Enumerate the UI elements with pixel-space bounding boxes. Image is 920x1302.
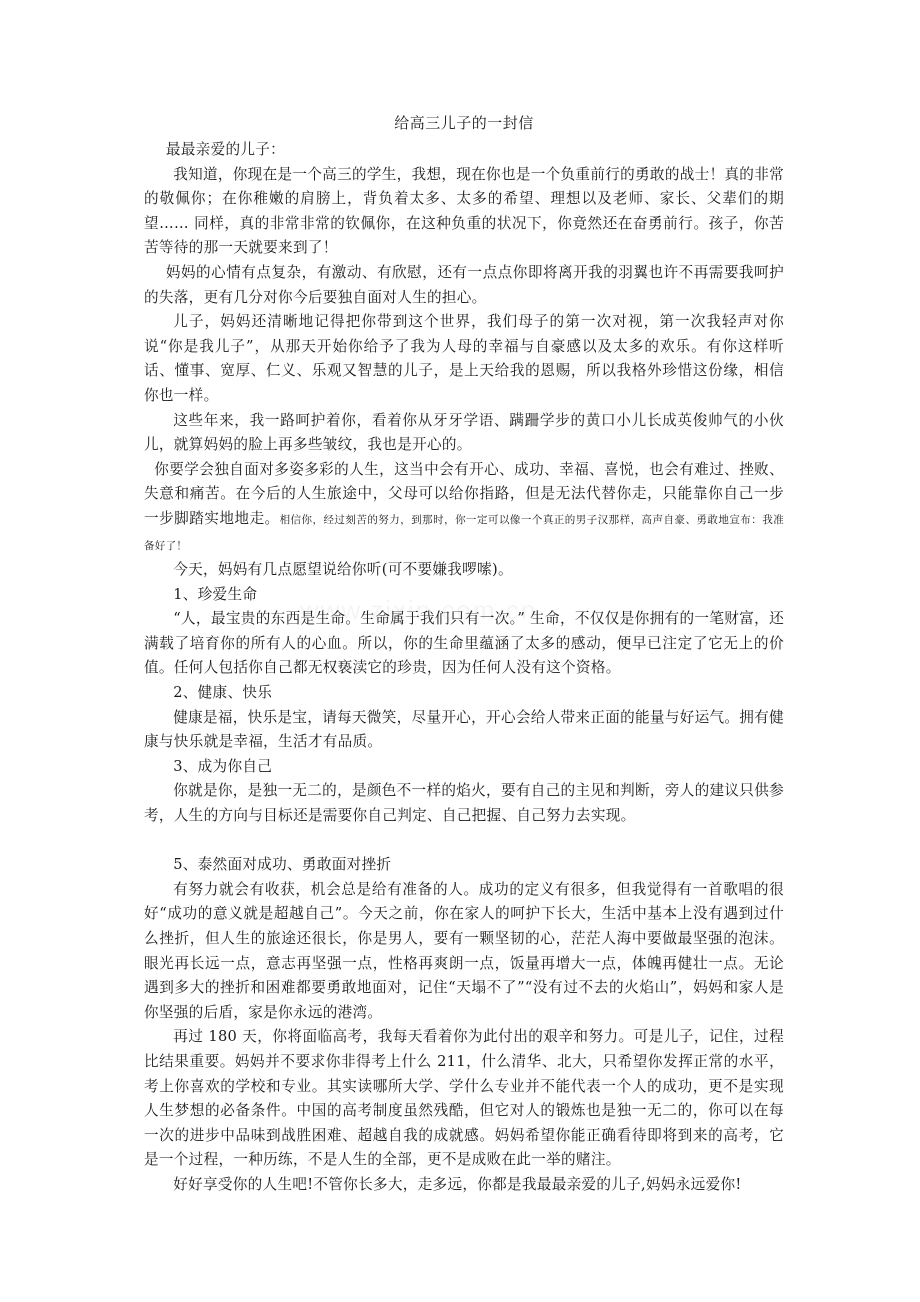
heading-1: 1、珍爱生命 (173, 585, 258, 603)
heading-3: 3、成为你自己 (173, 757, 273, 775)
letter-greeting: 最最亲爱的儿子： (165, 141, 286, 158)
blank-line (144, 829, 784, 854)
paragraph-12: 好好享受你的人生吧!不管你长多大，走多远，你都是我最最亲爱的儿子,妈妈永远爱你! (173, 1175, 742, 1193)
letter-title: 给高三儿子的一封信 (394, 114, 534, 132)
paragraph-4: 这些年来，我一路呵护着你，看着你从牙牙学语、蹒跚学步的黄口小儿长成英俊帅气的小伙儿，就算妈妈的脸上再多些皱纹，我也是开心的。 (144, 411, 784, 454)
heading-5: 5、泰然面对成功、勇敢面对挫折 (173, 856, 392, 874)
letter-document (144, 112, 784, 1198)
paragraph-3: 儿子，妈妈还清晰地记得把你带到这个世界，我们母子的第一次对视，第一次我轻声对你说“你是我儿子”，从那天开始你给予了我为人母的幸福与自豪感以及太多的欢乐。有你这样听话、懂事、宽厚、仁义、乐观又智慧的儿子，是上天给我的恩赐，所以我格外珍惜这份缘，相信你也一样。 (144, 313, 784, 404)
paragraph-2: 妈妈的心情有点复杂，有激动、有欣慰，还有一点点你即将离开我的羽翼也许不再需要我呵护的失落，更有几分对你今后要独自面对人生的担心。 (144, 263, 784, 306)
paragraph-10: 有努力就会有收获，机会总是给有准备的人。成功的定义有很多，但我觉得有一首歌唱的很好“成功的意义就是超越自己”。今天之前，你在家人的呵护下长大，生活中基本上没有遇到过什么挫折，但人生的旅途还很长，你是男人，要有一颗坚韧的心，茫茫人海中要做最坚强的泡沫。眼光再长远一点，意志再坚强一点，性格再爽朗一点，饭量再增大一点，体魄再健壮一点。无论遇到多大的挫折和困难都要勇敢地面对，记住“天塌不了”“没有过不去的火焰山”，妈妈和家人是你坚强的后盾，家是你永远的港湾。 (144, 880, 784, 1021)
paragraph-5-main: 你要学会独自面对多姿多彩的人生，这当中会有开心、成功、幸福、喜悦，也会有难过、挫败、失意和痛苦。在今后的人生旅途中，父母可以给你指路，但是无法代替你走，只能靠你自己一步一步脚踏实地地走。 (144, 460, 784, 527)
paragraph-5-small: 相信你，经过刻苦的努力，到那时，你一定可以像一个真正的男子汉那样，高声自豪、勇敢地宣布：我准备好了！ (144, 513, 784, 552)
paragraph-1: 我知道，你现在是一个高三的学生，我想，现在你也是一个负重前行的勇敢的战士！真的非常的敬佩你；在你稚嫩的肩膀上，背负着太多、太多的希望、理想以及老师、家长、父辈们的期望…… 同样，真的非常非常的钦佩你，在这种负重的状况下，你竟然还在奋勇前行。孩子，你苦苦等待的那一天就要来到了！ (144, 165, 784, 257)
paragraph-5 (144, 458, 784, 558)
paragraph-7: “人，最宝贵的东西是生命。生命属于我们只有一次。” 生命，不仅仅是你拥有的一笔财富，还满载了培育你的所有人的心血。所以，你的生命里蕴涵了太多的感动，便早已注定了它无上的价值。任何人包括你自己都无权亵渎它的珍贵，因为任何人没有这个资格。 (144, 610, 784, 677)
heading-2: 2、健康、快乐 (173, 684, 273, 702)
paragraph-8: 健康是福，快乐是宝，请每天微笑，尽量开心，开心会给人带来正面的能量与好运气。拥有健康与快乐就是幸福，生活才有品质。 (144, 708, 784, 751)
paragraph-6: 今天，妈妈有几点愿望说给你听(可不要嫌我啰嗦)。 (173, 561, 513, 579)
paragraph-11: 再过 180 天，你将面临高考，我每天看着你为此付出的艰辛和努力。可是儿子，记住，过程比结果重要。妈妈并不要求你非得考上什么 211，什么清华、北大，只希望你发挥正常的水平，考上你喜欢的学校和专业。其实读哪所大学、学什么专业并不能代表一个人的成功，更不是实现人生梦想的必备条件。中国的高考制度虽然残酷，但它对人的锻炼也是独一无二的，你可以在每一次的进步中品味到战胜困难、超越自我的成就感。妈妈希望你能正确看待即将到来的高考，它是一个过程，一种历练，不是人生的全部，更不是成败在此一举的赌注。 (144, 1028, 784, 1169)
paragraph-9: 你就是你，是独一无二的，是颜色不一样的焰火，要有自己的主见和判断，旁人的建议只供参考，人生的方向与目标还是需要你自己判定、自己把握、自己努力去实现。 (144, 782, 784, 825)
